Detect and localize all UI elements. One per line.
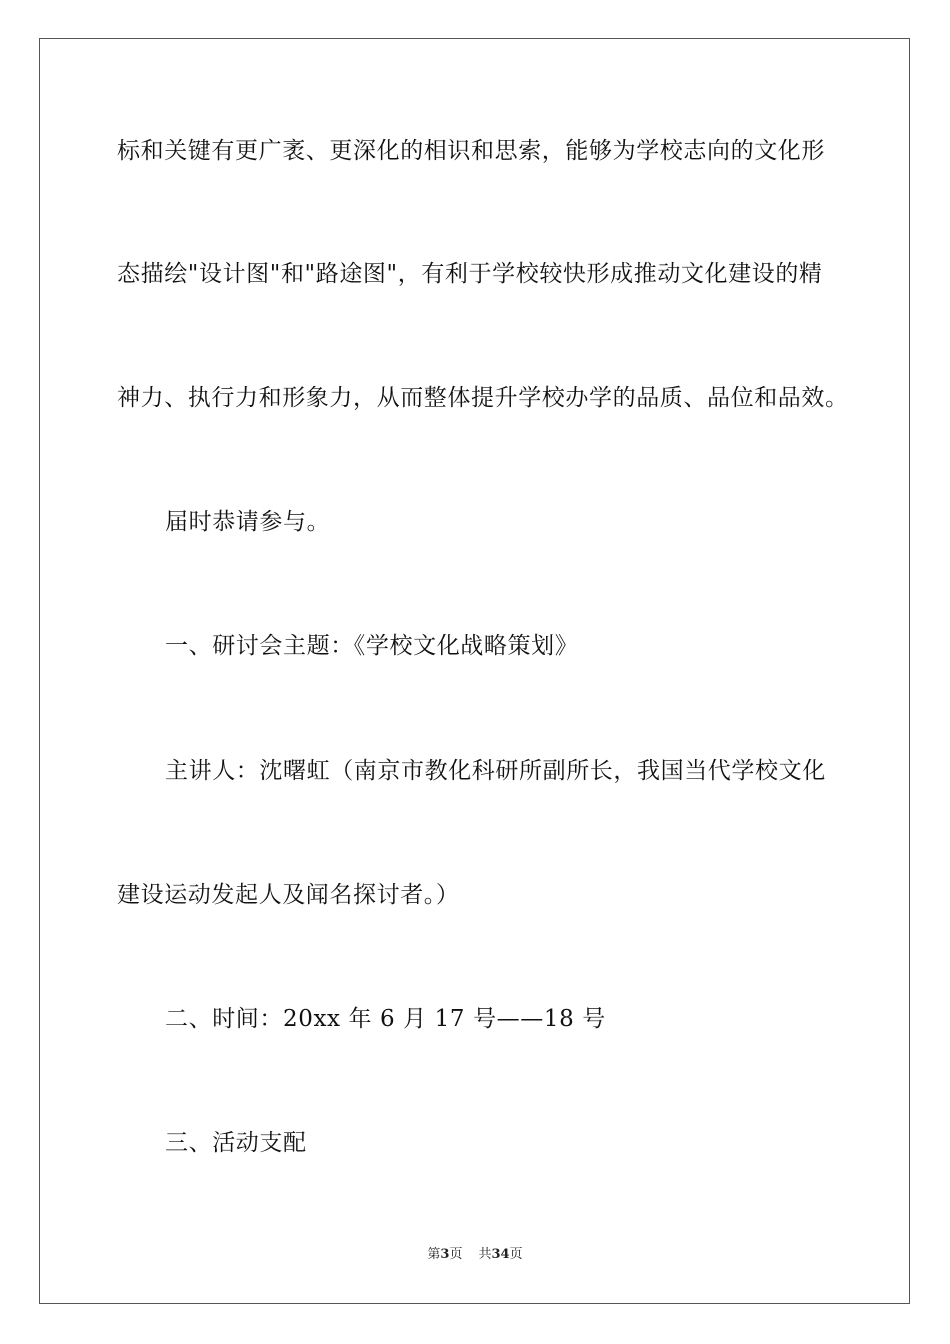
- speaker-line-continued: 建设运动发起人及闻名探讨者。）: [117, 882, 460, 908]
- page-prefix: 第: [427, 1247, 441, 1262]
- paragraph-line: 标和关键有更广袤、更深化的相识和思索，能够为学校志向的文化形: [117, 138, 825, 164]
- total-prefix: 共: [478, 1247, 492, 1262]
- page-number: 3: [440, 1247, 450, 1262]
- section-activity-heading: 三、活动支配: [165, 1130, 307, 1156]
- speaker-line: 主讲人：沈曙虹（南京市教化科研所副所长，我国当代学校文化: [165, 758, 826, 784]
- paragraph-line: 神力、执行力和形象力，从而整体提升学校办学的品质、品位和品效。: [117, 385, 849, 411]
- page-frame: [39, 38, 910, 1304]
- section-time-heading: 二、时间：20xx 年 6 月 17 号——18 号: [165, 1006, 606, 1032]
- total-pages: 34: [491, 1247, 510, 1262]
- invitation-line: 届时恭请参与。: [165, 509, 331, 535]
- page-footer: [0, 1246, 950, 1264]
- page-suffix: 页: [449, 1247, 463, 1262]
- paragraph-line: 态描绘"设计图"和"路途图"，有利于学校较快形成推动文化建设的精: [117, 261, 823, 287]
- total-suffix: 页: [509, 1247, 523, 1262]
- section-theme-heading: 一、研讨会主题：《学校文化战略策划》: [165, 633, 579, 659]
